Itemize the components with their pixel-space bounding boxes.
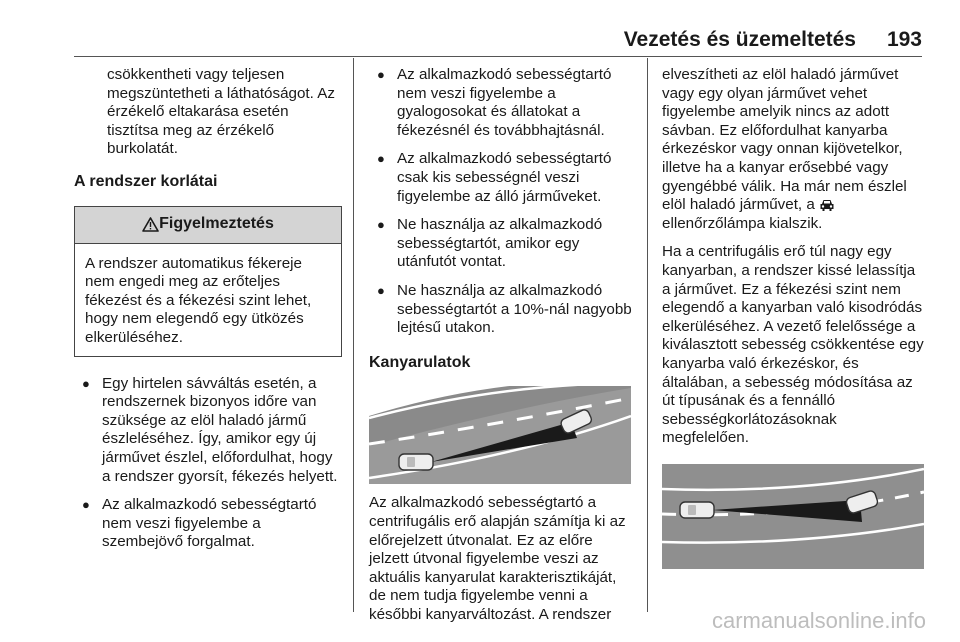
bullet-icon: ● [377,217,385,233]
column-divider-2 [647,58,648,612]
bullet-icon: ● [377,282,385,298]
curve-road-illustration [369,386,631,484]
lane-change-illustration [662,464,924,569]
column-3-paragraph-2: Ha a centrifugális erő túl nagy egy kanyarban, a rendszer kissé lelassítja a járművet. Ez a fékezési szint nem elegendő a kanyarban való kisodródás elkerüléséhez. A vezető felelőssége a kiválasztott sebesség csökkentése egy kanyarba való érkezéskor, és általában, a sebesség módosítása az út típusának és a fennálló sebességkorlátozásoknak megfelelően. [662,243,924,447]
bullet-icon: ● [377,151,385,167]
intro-paragraph: csökkentheti vagy teljesen megszüntetheti a láthatóságot. Az érzékelő eltakarása esetén tisztítsa meg az érzékelő burkolatát. [107,66,335,158]
section-heading-limits: A rendszer korlátai [74,172,218,190]
list-item-text: Az alkalmazkodó sebességtartó nem veszi figyelembe a szembejövő forgalmat. [102,496,317,551]
list-item [369,66,633,140]
page-number: 193 [886,28,922,51]
section-heading-curves: Kanyarulatok [369,353,471,371]
list-item [369,216,633,272]
own-car-icon [680,502,714,518]
list-item [74,496,344,552]
column-3 [662,66,927,579]
own-car-icon [399,454,433,470]
column-2 [369,66,633,634]
list-item [369,282,633,338]
list-item-text: Ne használja az alkalmazkodó sebességtartót, amikor egy utánfutót vontat. [397,216,603,271]
header-rule [74,56,922,57]
warning-triangle-icon [142,217,159,232]
warning-box [74,206,342,357]
list-item-text: Az alkalmazkodó sebességtartó csak kis sebességnél veszi figyelembe az álló járműveket. [397,150,612,205]
car-indicator-icon [819,198,835,212]
column-divider-1 [353,58,354,612]
list-item-text: Ne használja az alkalmazkodó sebességtartót a 10%-nál nagyobb lejtésű utakon. [397,281,632,337]
paragraph-text: elveszítheti az elöl haladó járművet vagy egy olyan járművet vehet figyelembe amelyik nincs az adott sávban. Ez előfordulhat kanyarba érkezéskor vagy onnan kijövetelkor, illetve ha a kanyar erősebbé vagy gyengébbé válik. Ha már nem észlel elöl haladó járművet, a [662,66,907,214]
list-item [369,150,633,206]
list-item [74,375,344,487]
bullet-icon: ● [377,67,385,82]
list-item-text: Egy hirtelen sávváltás esetén, a rendszernek bizonyos időre van szüksége az elöl haladó jármű észleléséhez. Így, amikor egy új járművet észlel, előfordulhat, hogy a rendszer gyorsít, fékezés helyett. [102,374,338,485]
list-item-text: Az alkalmazkodó sebességtartó nem veszi figyelembe a gyalogosokat és állatokat a fékezésnél és továbbhajtásnál. [397,66,612,139]
bullet-icon: ● [82,375,90,391]
column-1 [74,66,344,562]
column-3-paragraph-1 [662,66,927,233]
warning-body: A rendszer automatikus fékereje nem engedi meg az erőteljes fékezést és a fékezési szint lehet, hogy nem elegendő egy ütközés elkerüléséhez. [85,254,312,346]
warning-title: Figyelmeztetés [159,215,274,233]
bullet-icon: ● [82,497,90,513]
curves-paragraph: Az alkalmazkodó sebességtartó a centrifugális erő alapján számítja ki az előrejelzett útvonalat. Ez az előre jelzett útvonal figyelembe veszi az aktuális kanyarulat karakterisztikáját, de nem tudja figyelembe venni a későbbi kanyarváltozást. A rendszer [369,494,626,623]
paragraph-text: ellenőrzőlámpa kialszik. [662,214,823,232]
warning-header [75,207,341,244]
watermark: carmanualsonline.info [711,608,926,633]
header-title: Vezetés és üzemeltetés [623,28,856,51]
